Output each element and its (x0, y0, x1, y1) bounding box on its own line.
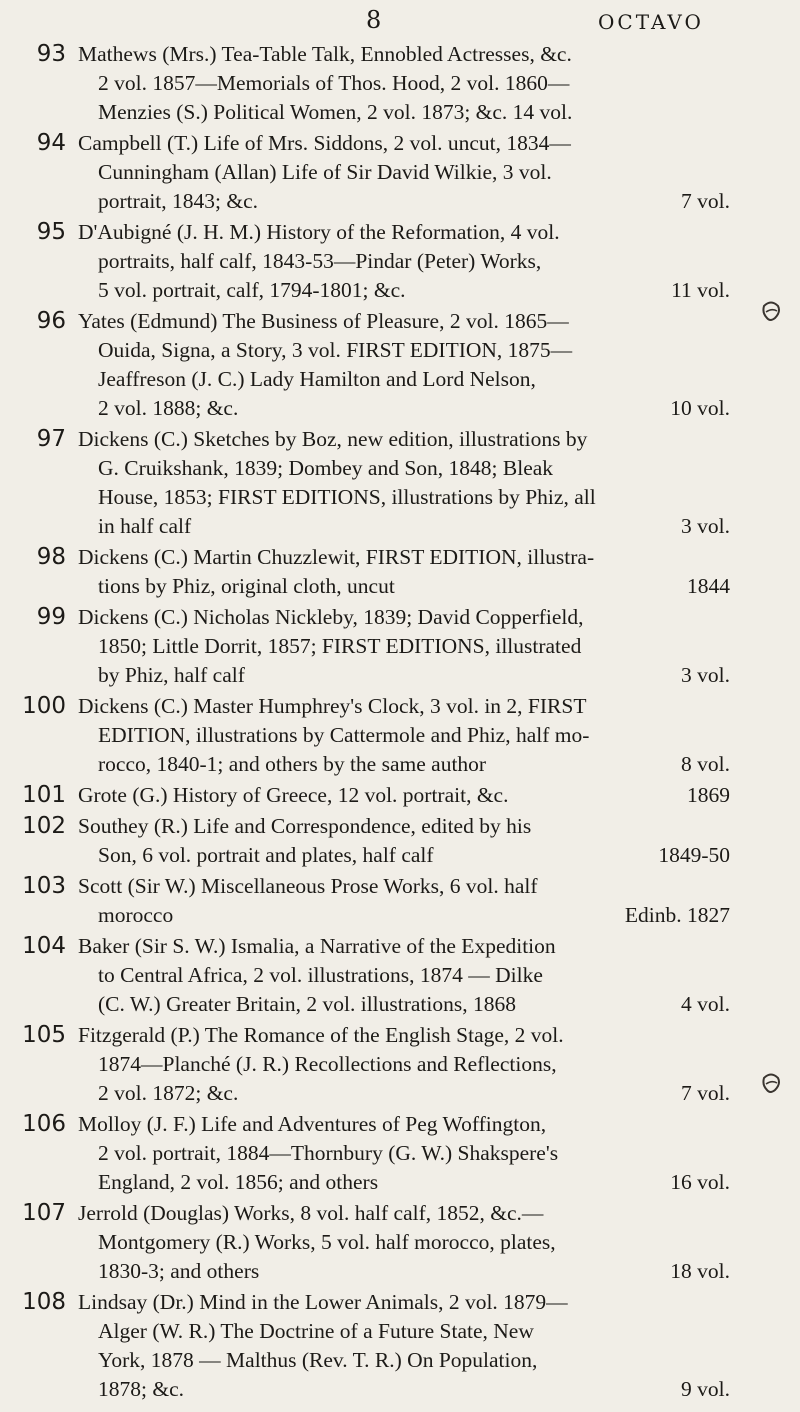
catalogue-entry (0, 1021, 800, 1108)
catalogue-entry (0, 40, 800, 127)
entry-line (78, 572, 730, 601)
entry-line: to Central Africa, 2 vol. illustrations, 1874 — Dilke (98, 963, 543, 987)
volume-count: 3 vol. (681, 514, 730, 538)
lot-number: 93 (36, 41, 66, 67)
lot-number: 106 (22, 1111, 66, 1137)
entry-line-text: 1878; &c. (98, 1377, 184, 1401)
catalogue-entry (0, 872, 800, 930)
entry-line-text: rocco, 1840-1; and others by the same author (98, 752, 487, 776)
entry-line: Cunningham (Allan) Life of Sir David Wilkie, 3 vol. (98, 160, 552, 184)
lot-number: 108 (22, 1289, 66, 1315)
entry-line: Yates (Edmund) The Business of Pleasure, 2 vol. 1865— (78, 309, 569, 333)
entry-line (78, 187, 730, 216)
entry-description (78, 692, 730, 779)
entry-description (78, 425, 730, 541)
lot-number: 105 (22, 1022, 66, 1048)
entry-line-text: by Phiz, half calf (98, 663, 245, 687)
entry-line-text: 1830-3; and others (98, 1259, 260, 1283)
entry-line (78, 394, 730, 423)
volume-count: 11 vol. (671, 278, 730, 302)
entry-line (78, 1375, 730, 1404)
entry-line: Dickens (C.) Nicholas Nickleby, 1839; David Copperfield, (78, 605, 584, 629)
entry-line: York, 1878 — Malthus (Rev. T. R.) On Population, (98, 1348, 538, 1372)
entry-description (78, 1021, 730, 1108)
entry-description (78, 307, 730, 423)
catalogue-entry (0, 603, 800, 690)
volume-count: 1869 (687, 783, 730, 807)
entry-line: 2 vol. 1857—Memorials of Thos. Hood, 2 vol. 1860— (98, 71, 570, 95)
catalogue-entry (0, 1199, 800, 1286)
volume-count: Edinb. 1827 (624, 903, 730, 927)
entry-line: 2 vol. portrait, 1884—Thornbury (G. W.) Shakspere's (98, 1141, 559, 1165)
entry-description (78, 218, 730, 305)
pointing-hand-icon (760, 298, 782, 324)
catalogue-entry (0, 812, 800, 870)
entry-line: Molloy (J. F.) Life and Adventures of Peg Woffington, (78, 1112, 547, 1136)
lot-number: 95 (36, 219, 66, 245)
lot-number: 107 (22, 1200, 66, 1226)
entry-line: Fitzgerald (P.) The Romance of the English Stage, 2 vol. (78, 1023, 564, 1047)
entry-line-text: Menzies (S.) Political Women, 2 vol. 1873; &c. 14 vol. (98, 100, 573, 124)
catalogue-entry (0, 781, 800, 810)
entry-description (78, 40, 730, 127)
entry-line-text: tions by Phiz, original cloth, uncut (98, 574, 395, 598)
entry-line (78, 276, 730, 305)
lot-number: 94 (36, 130, 66, 156)
entry-line: Baker (Sir S. W.) Ismalia, a Narrative of the Expedition (78, 934, 556, 958)
lot-number: 104 (22, 933, 66, 959)
entry-line: Jerrold (Douglas) Works, 8 vol. half calf, 1852, &c.— (78, 1201, 544, 1225)
catalogue-entry (0, 1110, 800, 1197)
entry-line: EDITION, illustrations by Cattermole and Phiz, half mo- (98, 723, 590, 747)
entry-line: portraits, half calf, 1843-53—Pindar (Peter) Works, (98, 249, 542, 273)
volume-count: 7 vol. (681, 189, 730, 213)
volume-count: 9 vol. (681, 1377, 730, 1401)
entry-line: D'Aubigné (J. H. M.) History of the Reformation, 4 vol. (78, 220, 560, 244)
entry-line: Dickens (C.) Martin Chuzzlewit, FIRST EDITION, illustra- (78, 545, 595, 569)
volume-count: 16 vol. (670, 1170, 730, 1194)
volume-count: 4 vol. (681, 992, 730, 1016)
entry-description (78, 781, 730, 810)
entry-description (78, 1199, 730, 1286)
entry-line (78, 661, 730, 690)
volume-count: 10 vol. (670, 396, 730, 420)
entry-description (78, 543, 730, 601)
entry-line: Dickens (C.) Master Humphrey's Clock, 3 vol. in 2, FIRST (78, 694, 587, 718)
entry-line: Southey (R.) Life and Correspondence, edited by his (78, 814, 532, 838)
volume-count: 18 vol. (670, 1259, 730, 1283)
volume-count (720, 98, 730, 127)
entry-line: Jeaffreson (J. C.) Lady Hamilton and Lord Nelson, (98, 367, 536, 391)
entry-line: Dickens (C.) Sketches by Boz, new edition, illustrations by (78, 427, 588, 451)
volume-count: 1849-50 (658, 843, 730, 867)
lot-number: 101 (22, 782, 66, 808)
entry-line (78, 1257, 730, 1286)
entry-description (78, 812, 730, 870)
entry-line-text: Son, 6 vol. portrait and plates, half calf (98, 843, 434, 867)
entry-line: 1850; Little Dorrit, 1857; FIRST EDITIONS, illustrated (98, 634, 582, 658)
entry-line-text: 5 vol. portrait, calf, 1794-1801; &c. (98, 278, 406, 302)
lot-number: 96 (36, 308, 66, 334)
entry-line (78, 1079, 730, 1108)
entry-line (78, 98, 730, 127)
volume-count: 7 vol. (681, 1081, 730, 1105)
lot-number: 103 (22, 873, 66, 899)
entry-line-text: 2 vol. 1888; &c. (98, 396, 239, 420)
entry-line (78, 990, 730, 1019)
entry-line: Scott (Sir W.) Miscellaneous Prose Works, 6 vol. half (78, 874, 538, 898)
catalogue-entries (0, 40, 800, 1406)
pointing-hand-icon (760, 1070, 782, 1096)
catalogue-entry (0, 218, 800, 305)
entry-line-text: in half calf (98, 514, 192, 538)
entry-line-text: (C. W.) Greater Britain, 2 vol. illustrations, 1868 (98, 992, 517, 1016)
entry-line: Campbell (T.) Life of Mrs. Siddons, 2 vol. uncut, 1834— (78, 131, 571, 155)
entry-line (78, 1168, 730, 1197)
entry-line (78, 901, 730, 930)
entry-description (78, 603, 730, 690)
entry-description (78, 1110, 730, 1197)
volume-count: 3 vol. (681, 663, 730, 687)
catalogue-entry (0, 692, 800, 779)
catalogue-entry (0, 932, 800, 1019)
volume-count: 8 vol. (681, 752, 730, 776)
catalogue-entry (0, 425, 800, 541)
lot-number: 98 (36, 544, 66, 570)
entry-line: House, 1853; FIRST EDITIONS, illustrations by Phiz, all (98, 485, 596, 509)
entry-line: Montgomery (R.) Works, 5 vol. half morocco, plates, (98, 1230, 556, 1254)
entry-line: Lindsay (Dr.) Mind in the Lower Animals, 2 vol. 1879— (78, 1290, 568, 1314)
entry-line: 1874—Planché (J. R.) Recollections and Reflections, (98, 1052, 557, 1076)
entry-line: Alger (W. R.) The Doctrine of a Future State, New (98, 1319, 534, 1343)
entry-line-text: portrait, 1843; &c. (98, 189, 259, 213)
entry-description (78, 129, 730, 216)
entry-line: Mathews (Mrs.) Tea-Table Talk, Ennobled Actresses, &c. (78, 42, 572, 66)
catalogue-entry (0, 307, 800, 423)
page-number: 8 (366, 6, 382, 34)
lot-number: 100 (22, 693, 66, 719)
entry-line-text: England, 2 vol. 1856; and others (98, 1170, 379, 1194)
entry-line: G. Cruikshank, 1839; Dombey and Son, 1848; Bleak (98, 456, 554, 480)
page-section-title: OCTAVO (598, 10, 704, 34)
entry-description (78, 1288, 730, 1404)
entry-line-text: 2 vol. 1872; &c. (98, 1081, 239, 1105)
entry-line: Ouida, Signa, a Story, 3 vol. FIRST EDITION, 1875— (98, 338, 573, 362)
lot-number: 102 (22, 813, 66, 839)
volume-count: 1844 (687, 574, 730, 598)
entry-description (78, 932, 730, 1019)
catalogue-entry (0, 1288, 800, 1404)
entry-line (78, 781, 730, 810)
lot-number: 97 (36, 426, 66, 452)
entry-line (78, 750, 730, 779)
entry-line (78, 841, 730, 870)
entry-line (78, 512, 730, 541)
lot-number: 99 (36, 604, 66, 630)
entry-line-text: Grote (G.) History of Greece, 12 vol. portrait, &c. (78, 783, 509, 807)
catalogue-entry (0, 129, 800, 216)
entry-line-text: morocco (98, 903, 174, 927)
catalogue-entry (0, 543, 800, 601)
page-header (0, 0, 800, 34)
entry-description (78, 872, 730, 930)
